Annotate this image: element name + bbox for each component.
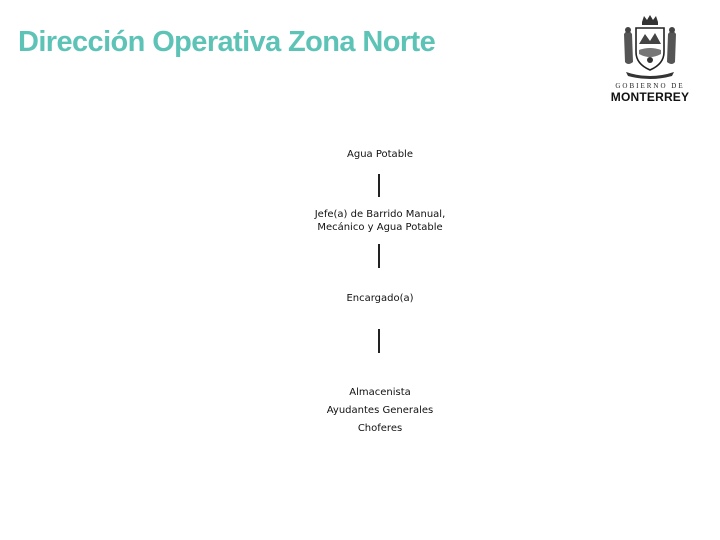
org-node-label: Jefe(a) de Barrido Manual, xyxy=(314,209,446,220)
org-node-label: Agua Potable xyxy=(347,149,413,160)
gobierno-monterrey-logo xyxy=(610,14,690,106)
org-node-personal-operativo xyxy=(230,384,530,438)
org-node-label: Ayudantes Generales xyxy=(326,405,434,416)
org-node-agua-potable xyxy=(230,148,530,161)
org-node-label: Almacenista xyxy=(349,387,411,398)
org-node-encargado xyxy=(230,292,530,305)
org-node-jefe-barrido xyxy=(230,208,530,234)
coat-of-arms-icon xyxy=(620,14,680,80)
org-connector xyxy=(378,174,380,197)
logo-gobierno-text: GOBIERNO DE xyxy=(615,82,685,90)
page-title: Dirección Operativa Zona Norte xyxy=(18,26,436,58)
org-connector xyxy=(378,329,380,353)
org-node-label: Mecánico y Agua Potable xyxy=(317,222,443,233)
org-node-label: Encargado(a) xyxy=(346,293,414,304)
org-node-label: Choferes xyxy=(357,423,403,434)
logo-monterrey-text: MONTERREY xyxy=(610,90,690,104)
org-connector xyxy=(378,244,380,268)
